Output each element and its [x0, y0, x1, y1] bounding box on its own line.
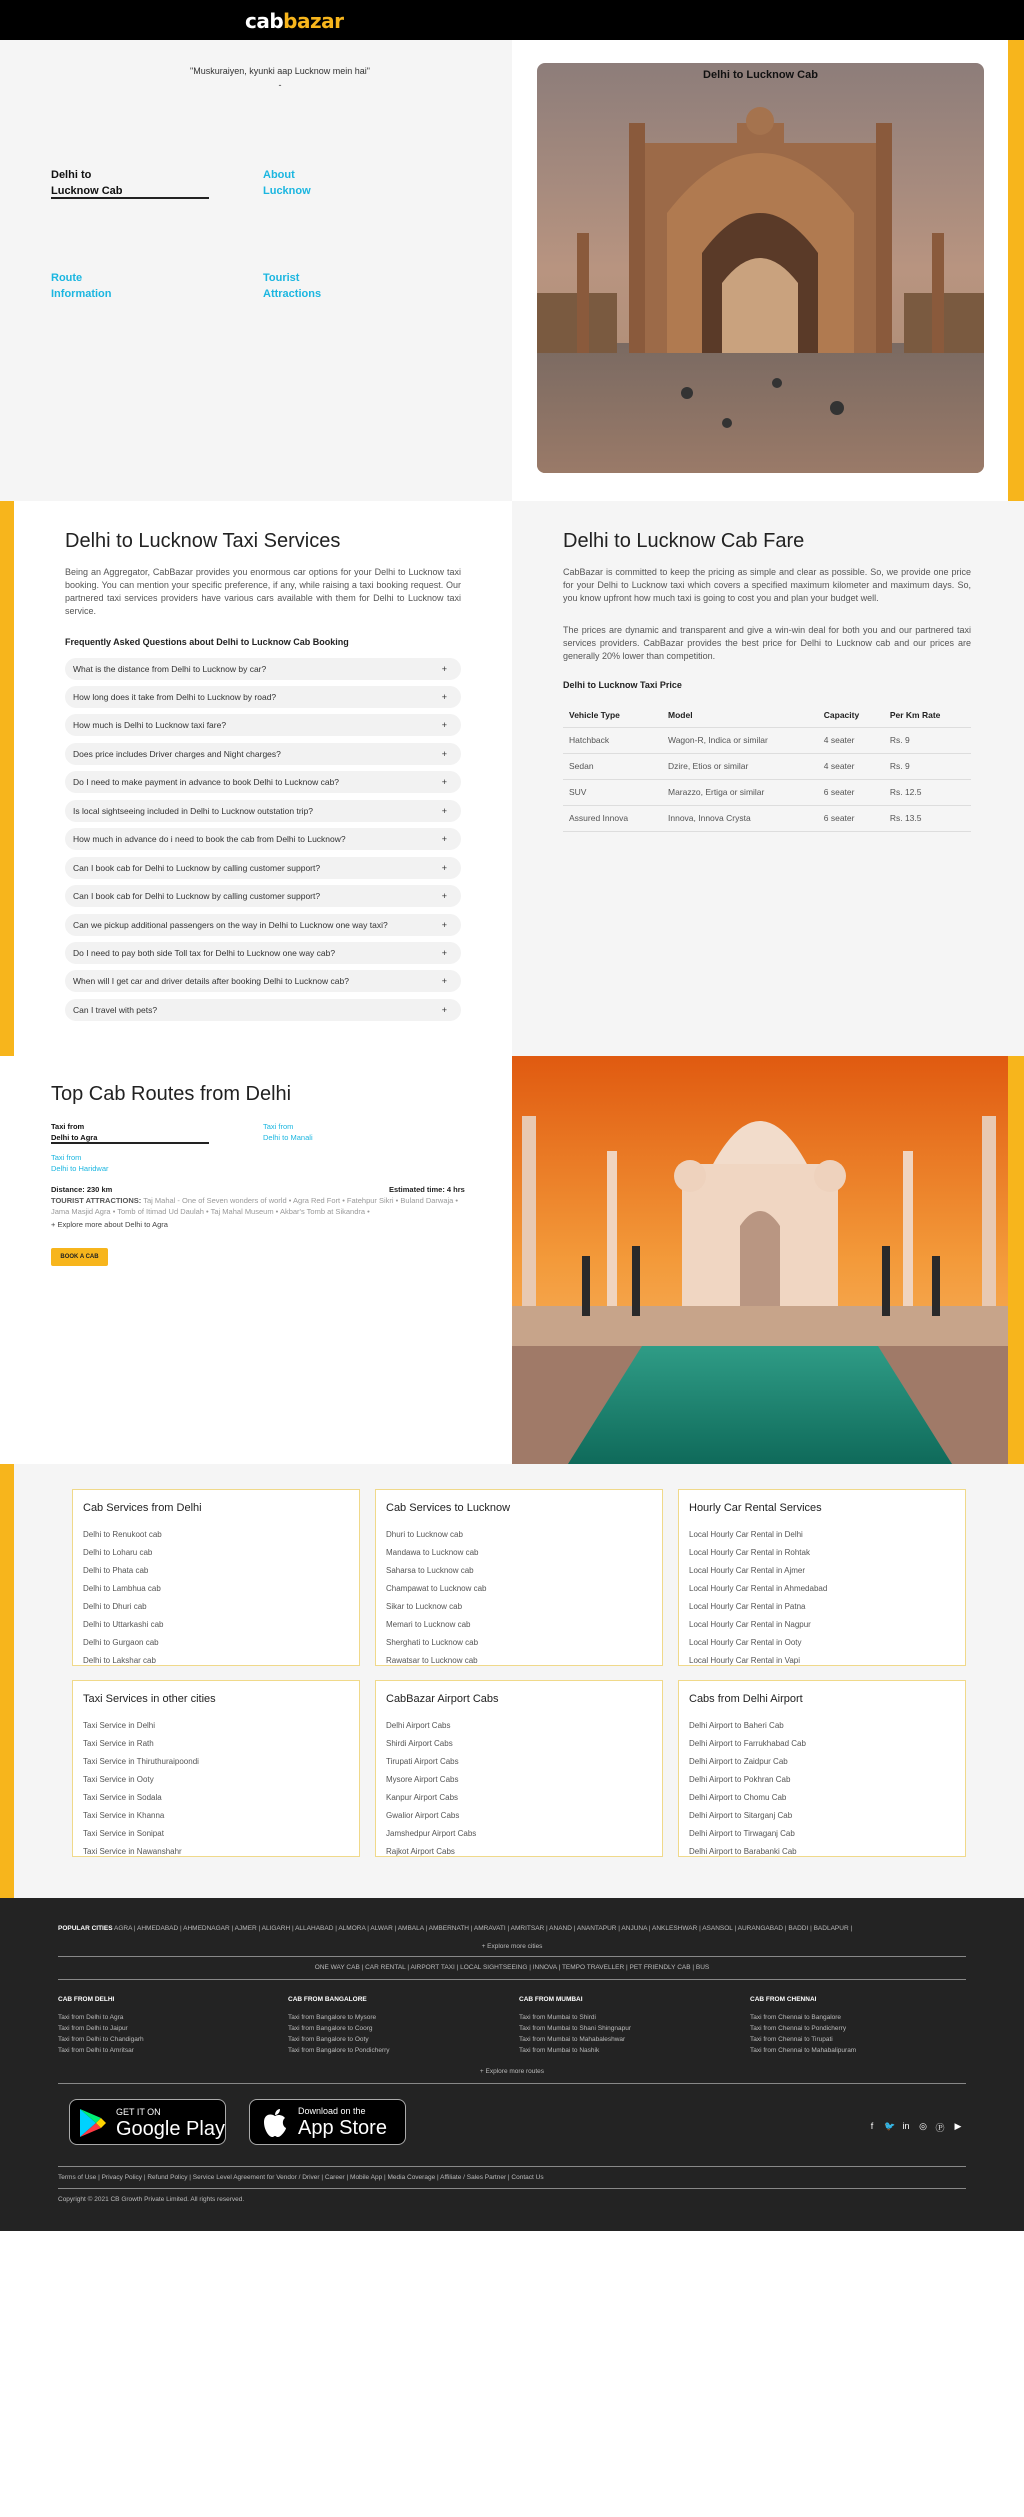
card-link[interactable]: Mandawa to Lucknow cab — [386, 1548, 479, 1557]
faq-question: Does price includes Driver charges and Night charges? — [73, 749, 281, 759]
column-header: Capacity — [818, 703, 884, 727]
fare-table-title: Delhi to Lucknow Taxi Price — [563, 680, 682, 690]
logo-text-part2: bazar — [283, 9, 344, 33]
card-link[interactable]: Taxi Service in Ooty — [83, 1775, 154, 1784]
fare-paragraph-1: CabBazar is committed to keep the pricing as simple and clear as possible. So, we provide one price for your Delhi to Lucknow taxi which covers a specified maximum kilometer and maximum days. So, you know upfront how much taxi is going to cost you and plan your budget well. — [563, 567, 971, 603]
table-row — [563, 727, 971, 753]
card-link[interactable]: Rawatsar to Lucknow cab — [386, 1656, 478, 1665]
plus-icon: + — [441, 891, 447, 901]
tab-tourist-attractions[interactable] — [263, 270, 321, 302]
card-link[interactable]: Delhi Airport to Sitarganj Cab — [689, 1811, 793, 1820]
fare-paragraph-2: The prices are dynamic and transparent and give a win-win deal for both you and our partnered taxi services providers. CabBazar provides the best price for Delhi to Lucknow cab and our prices are generally 20% lower than competition. — [563, 625, 971, 661]
card-link[interactable]: Delhi Airport to Farrukhabad Cab — [689, 1739, 806, 1748]
services-links[interactable]: ONE WAY CAB | CAR RENTAL | AIRPORT TAXI | LOCAL SIGHTSEEING | INNOVA | TEMPO TRAVELLER | PET FRIENDLY CAB | BUS — [314, 1964, 710, 1971]
route-tab-delhi-agra[interactable] — [51, 1121, 97, 1143]
active-route-underline — [51, 1142, 209, 1144]
card-title: Taxi Services in other cities — [83, 1693, 216, 1705]
column-header: Model — [662, 703, 818, 727]
column-header: Per Km Rate — [884, 703, 971, 727]
footer-divider — [58, 1979, 966, 1980]
route-distance: Distance: 230 km — [51, 1185, 113, 1194]
table-cell: 4 seater — [818, 727, 884, 753]
quote-author: - — [278, 80, 282, 90]
plus-icon: + — [441, 834, 447, 844]
faq-question: Do I need to pay both side Toll tax for Delhi to Lucknow one way cab? — [73, 948, 336, 958]
card-title: Cab Services to Lucknow — [386, 1502, 511, 1514]
table-cell: Innova, Innova Crysta — [662, 805, 818, 831]
table-cell: SUV — [563, 779, 662, 805]
plus-icon: + — [441, 1005, 447, 1015]
faq-item[interactable] — [65, 885, 461, 907]
card-link[interactable]: Delhi to Dhuri cab — [83, 1602, 147, 1611]
card-link[interactable]: Delhi to Renukoot cab — [83, 1530, 162, 1539]
footer-link[interactable]: Taxi from Chennai to Pondicherry — [750, 2025, 847, 2032]
card-link[interactable]: Local Hourly Car Rental in Ooty — [689, 1638, 802, 1647]
google-play-small-text: GET IT ON — [116, 2107, 161, 2117]
card-link[interactable]: Rajkot Airport Cabs — [386, 1847, 455, 1856]
plus-icon: + — [441, 920, 447, 930]
plus-icon: + — [441, 749, 447, 759]
card-link[interactable]: Delhi Airport to Chomu Cab — [689, 1793, 787, 1802]
card-link[interactable]: Kanpur Airport Cabs — [386, 1793, 459, 1802]
tab-label-line1: Route — [51, 272, 83, 284]
table-row — [563, 753, 971, 779]
footer-column-links — [519, 2012, 631, 2056]
faq-item[interactable] — [65, 743, 461, 765]
card-link[interactable]: Taxi Service in Nawanshahr — [83, 1847, 182, 1856]
app-store-small-text: Download on the — [298, 2106, 366, 2116]
footer-column-links — [750, 2012, 856, 2056]
table-cell: Wagon-R, Indica or similar — [662, 727, 818, 753]
google-play-big-text: Google Play — [116, 2118, 225, 2140]
accent-bar-left — [0, 501, 14, 1056]
card-title: Cab Services from Delhi — [83, 1502, 202, 1514]
youtube-icon[interactable]: ▶ — [954, 2121, 962, 2131]
faq-question: Can we pickup additional passengers on the way in Delhi to Lucknow one way taxi? — [73, 920, 388, 930]
table-row — [563, 779, 971, 805]
tab-label-line1: Delhi to — [51, 169, 92, 181]
card-link[interactable]: Delhi to Lakshar cab — [83, 1656, 156, 1665]
card-link[interactable]: Sikar to Lucknow cab — [386, 1602, 463, 1611]
footer-divider — [58, 2188, 966, 2189]
tab-label-line2: Lucknow Cab — [51, 185, 123, 197]
card-link[interactable]: Delhi to Lambhua cab — [83, 1584, 161, 1593]
column-header: Vehicle Type — [563, 703, 662, 727]
card-link[interactable]: Champawat to Lucknow cab — [386, 1584, 487, 1593]
active-tab-underline — [51, 197, 209, 199]
footer-link[interactable]: Taxi from Delhi to Chandigarh — [58, 2036, 144, 2043]
card-link[interactable]: Delhi to Gurgaon cab — [83, 1638, 159, 1647]
linkedin-icon[interactable]: in — [902, 2121, 910, 2131]
faq-item[interactable] — [65, 914, 461, 936]
route-tab-line1: Taxi from — [51, 1122, 85, 1131]
attractions-list-cont: Jama Masjid Agra • Tomb of Itimad Ud Daulah • Taj Mahal Museum • Akbar's Tomb at Sikandra • — [51, 1207, 370, 1216]
plus-icon: + — [441, 664, 447, 674]
lucknow-quote — [150, 64, 410, 92]
google-play-badge[interactable] — [69, 2099, 226, 2145]
card-link[interactable]: Taxi Service in Rath — [83, 1739, 154, 1748]
card-title: Cabs from Delhi Airport — [689, 1693, 803, 1705]
popular-cities-label: POPULAR CITIES — [58, 1925, 113, 1932]
route-tab-delhi-haridwar[interactable] — [51, 1152, 109, 1174]
tab-about-lucknow[interactable] — [263, 167, 311, 199]
card-link[interactable]: Taxi Service in Delhi — [83, 1721, 156, 1730]
footer-column-links — [288, 2012, 390, 2056]
faq-item[interactable] — [65, 686, 461, 708]
book-a-cab-button[interactable]: BOOK A CAB — [51, 1248, 108, 1266]
top-navbar — [0, 0, 1024, 40]
faq-item[interactable] — [65, 771, 461, 793]
link-card-taxi-services-other-cities — [72, 1680, 360, 1857]
app-store-badge[interactable] — [249, 2099, 406, 2145]
tab-label-line1: About — [263, 169, 295, 181]
footer-link[interactable]: Taxi from Bangalore to Mysore — [288, 2014, 377, 2021]
card-link[interactable]: Jamshedpur Airport Cabs — [386, 1829, 477, 1838]
footer-link[interactable]: Taxi from Mumbai to Shirdi — [519, 2014, 596, 2021]
card-link[interactable]: Sherghati to Lucknow cab — [386, 1638, 479, 1647]
table-cell: Rs. 9 — [884, 727, 971, 753]
card-link[interactable]: Taxi Service in Sodala — [83, 1793, 162, 1802]
link-card-cabs-from-delhi-airport — [678, 1680, 966, 1857]
popular-cities-list[interactable]: AGRA | AHMEDABAD | AHMEDNAGAR | AJMER | ALIGARH | ALLAHABAD | ALMORA | ALWAR | AMBALA | AMBERNATH | AMRAVATI | AMRITSAR | ANAND | ANANTAPUR | ANJUNA | ANKLESHWAR | ASANSOL | AURANGABAD | BADDI | BADLAPUR | — [114, 1925, 853, 1932]
plus-icon: + — [441, 720, 447, 730]
faq-question: How much in advance do i need to book the cab from Delhi to Lucknow? — [73, 834, 346, 844]
footer-column-title: CAB FROM MUMBAI — [519, 1996, 583, 2003]
plus-icon: + — [441, 976, 447, 986]
taj-mahal-image — [512, 1056, 1008, 1464]
card-link[interactable]: Delhi Airport to Barabanki Cab — [689, 1847, 797, 1856]
table-cell: 6 seater — [818, 805, 884, 831]
routes-heading: Top Cab Routes from Delhi — [51, 1083, 292, 1105]
explore-cities-link[interactable]: + Explore more cities — [481, 1943, 543, 1950]
card-link[interactable]: Taxi Service in Sonipat — [83, 1829, 164, 1838]
card-link[interactable]: Taxi Service in Thiruthuraipoondi — [83, 1757, 199, 1766]
table-cell: Sedan — [563, 753, 662, 779]
card-link[interactable]: Delhi to Phata cab — [83, 1566, 149, 1575]
route-tab-line2: Delhi to Manali — [263, 1133, 313, 1142]
card-link[interactable]: Delhi Airport to Tirwaganj Cab — [689, 1829, 795, 1838]
table-cell: Hatchback — [563, 727, 662, 753]
copyright-text: Copyright © 2021 CB Growth Private Limited. All rights reserved. — [58, 2196, 245, 2203]
faq-question: Is local sightseeing included in Delhi to Lucknow outstation trip? — [73, 806, 314, 816]
faq-question: How long does it take from Delhi to Lucknow by road? — [73, 692, 277, 702]
tab-delhi-to-lucknow-cab[interactable] — [51, 167, 123, 199]
footer-link[interactable]: Taxi from Mumbai to Mahabaleshwar — [519, 2036, 626, 2043]
faq-item[interactable] — [65, 714, 461, 736]
footer-link[interactable]: Taxi from Delhi to Jaipur — [58, 2025, 128, 2032]
explore-route-link[interactable]: + Explore more about Delhi to Agra — [51, 1220, 168, 1229]
footer-column-title: CAB FROM CHENNAI — [750, 1996, 817, 2003]
faq-question: Can I travel with pets? — [73, 1005, 158, 1015]
route-estimated-time: Estimated time: 4 hrs — [389, 1185, 465, 1194]
attractions-list: Taj Mahal - One of Seven wonders of world • Agra Red Fort • Fatehpur Sikri • Buland Darwaja • — [143, 1196, 459, 1205]
faq-question: What is the distance from Delhi to Lucknow by car? — [73, 664, 267, 674]
footer-link[interactable]: Taxi from Chennai to Bangalore — [750, 2014, 842, 2021]
tab-label-line1: Tourist — [263, 272, 300, 284]
footer-link[interactable]: Taxi from Bangalore to Coorg — [288, 2025, 373, 2032]
logo-text-part1: cab — [245, 9, 284, 33]
link-card-airport-cabs — [375, 1680, 663, 1857]
pinterest-icon[interactable]: Ⓟ — [935, 2123, 945, 2133]
table-cell: Rs. 13.5 — [884, 805, 971, 831]
footer-link[interactable]: Taxi from Delhi to Amritsar — [58, 2047, 134, 2054]
footer-divider — [58, 1956, 966, 1957]
faq-heading: Frequently Asked Questions about Delhi to Lucknow Cab Booking — [65, 637, 349, 647]
legal-links[interactable]: Terms of Use | Privacy Policy | Refund Policy | Service Level Agreement for Vendor / Driver | Career | Mobile App | Media Coverage | Affiliate / Sales Partner | Contact Us — [58, 2174, 544, 2181]
card-link[interactable]: Local Hourly Car Rental in Nagpur — [689, 1620, 811, 1629]
link-card-cab-services-to-lucknow — [375, 1489, 663, 1666]
accent-bar-right — [1008, 40, 1024, 501]
faq-item[interactable] — [65, 658, 461, 680]
footer-link[interactable]: Taxi from Bangalore to Pondicherry — [288, 2047, 390, 2054]
footer-link[interactable]: Taxi from Delhi to Agra — [58, 2014, 124, 2021]
footer-link[interactable]: Taxi from Chennai to Tirupati — [750, 2036, 833, 2043]
faq-item[interactable] — [65, 970, 461, 992]
table-cell: 6 seater — [818, 779, 884, 805]
faq-item[interactable] — [65, 999, 461, 1021]
footer-link[interactable]: Taxi from Chennai to Mahabalipuram — [750, 2047, 857, 2054]
footer-link[interactable]: Taxi from Bangalore to Ooty — [288, 2036, 369, 2043]
faq-item[interactable] — [65, 828, 461, 850]
card-link[interactable]: Shirdi Airport Cabs — [386, 1739, 453, 1748]
card-link[interactable]: Local Hourly Car Rental in Patna — [689, 1602, 806, 1611]
card-link[interactable]: Mysore Airport Cabs — [386, 1775, 459, 1784]
plus-icon: + — [441, 948, 447, 958]
route-tab-delhi-manali[interactable] — [263, 1121, 313, 1143]
card-title: CabBazar Airport Cabs — [386, 1693, 499, 1705]
card-link[interactable]: Delhi to Uttarkashi cab — [83, 1620, 164, 1629]
twitter-icon[interactable]: 🐦 — [884, 2121, 896, 2131]
image-caption: Delhi to Lucknow Cab — [703, 69, 818, 81]
card-title: Hourly Car Rental Services — [689, 1502, 822, 1514]
services-description: Being an Aggregator, CabBazar provides you enormous car options for your Delhi to Lucknow taxi booking. You can mention your specific preference, if any, while raising a taxi booking request. Our partnered taxi services providers have various cars available with them for Delhi to Lucknow taxi service. — [65, 567, 461, 616]
fare-table-header — [563, 703, 971, 727]
tourist-attractions — [51, 1195, 471, 1217]
faq-item[interactable] — [65, 857, 461, 879]
card-link[interactable]: Local Hourly Car Rental in Delhi — [689, 1530, 803, 1539]
faq-question: Can I book cab for Delhi to Lucknow by calling customer support? — [73, 891, 321, 901]
cabbazar-logo[interactable] — [245, 9, 343, 33]
popular-cities — [58, 1924, 966, 1934]
card-link[interactable]: Dhuri to Lucknow cab — [386, 1530, 463, 1539]
explore-routes-link[interactable]: + Explore more routes — [479, 2068, 545, 2075]
card-link[interactable]: Local Hourly Car Rental in Rohtak — [689, 1548, 810, 1557]
faq-question: When will I get car and driver details after booking Delhi to Lucknow cab? — [73, 976, 349, 986]
route-tab-line2: Delhi to Haridwar — [51, 1164, 109, 1173]
table-cell: Rs. 12.5 — [884, 779, 971, 805]
card-link[interactable]: Saharsa to Lucknow cab — [386, 1566, 474, 1575]
plus-icon: + — [441, 777, 447, 787]
table-cell: Marazzo, Ertiga or similar — [662, 779, 818, 805]
instagram-icon[interactable]: ◎ — [919, 2121, 927, 2131]
tab-label-line2: Lucknow — [263, 185, 311, 197]
route-tab-line1: Taxi from — [51, 1153, 82, 1162]
card-link[interactable]: Local Hourly Car Rental in Ajmer — [689, 1566, 806, 1575]
accent-bar-left-links — [0, 1464, 14, 1898]
card-link[interactable]: Taxi Service in Khanna — [83, 1811, 165, 1820]
link-card-hourly-car-rental — [678, 1489, 966, 1666]
accent-bar-right-routes — [1008, 1056, 1024, 1464]
card-link[interactable]: Delhi Airport to Pokhran Cab — [689, 1775, 791, 1784]
card-link[interactable]: Delhi Airport to Zaidpur Cab — [689, 1757, 788, 1766]
faq-item[interactable] — [65, 942, 461, 964]
faq-item[interactable] — [65, 800, 461, 822]
tab-label-line2: Attractions — [263, 288, 322, 300]
footer-column-title: CAB FROM DELHI — [58, 1996, 115, 2003]
footer-link[interactable]: Taxi from Mumbai to Shani Shingnapur — [519, 2025, 632, 2032]
plus-icon: + — [441, 806, 447, 816]
app-store-big-text: App Store — [298, 2117, 387, 2139]
footer-column-links — [58, 2012, 144, 2056]
quote-text: "Muskuraiyen, kyunki aap Lucknow mein hai" — [190, 66, 370, 76]
route-tab-line1: Taxi from — [263, 1122, 294, 1131]
footer-divider — [58, 2166, 966, 2167]
plus-icon: + — [441, 692, 447, 702]
table-cell: Rs. 9 — [884, 753, 971, 779]
table-row — [563, 805, 971, 831]
tab-route-information[interactable] — [51, 270, 112, 302]
card-link[interactable]: Tirupati Airport Cabs — [386, 1757, 459, 1766]
plus-icon: + — [441, 863, 447, 873]
attractions-label: TOURIST ATTRACTIONS: — [51, 1196, 142, 1205]
card-link[interactable]: Gwalior Airport Cabs — [386, 1811, 460, 1820]
card-link[interactable]: Memari to Lucknow cab — [386, 1620, 471, 1629]
faq-question: Can I book cab for Delhi to Lucknow by calling customer support? — [73, 863, 321, 873]
footer-divider — [58, 2083, 966, 2084]
rumi-darwaza-image — [537, 63, 984, 473]
card-link[interactable]: Delhi to Loharu cab — [83, 1548, 153, 1557]
fare-table — [563, 703, 971, 832]
faq-question: How much is Delhi to Lucknow taxi fare? — [73, 720, 227, 730]
footer-column-title: CAB FROM BANGALORE — [288, 1996, 367, 2003]
table-cell: Assured Innova — [563, 805, 662, 831]
tab-label-line2: Information — [51, 288, 112, 300]
card-link[interactable]: Local Hourly Car Rental in Vapi — [689, 1656, 801, 1665]
card-link[interactable]: Delhi Airport Cabs — [386, 1721, 451, 1730]
link-card-cab-services-from-delhi — [72, 1489, 360, 1666]
table-cell: Dzire, Etios or similar — [662, 753, 818, 779]
table-cell: 4 seater — [818, 753, 884, 779]
facebook-icon[interactable]: f — [870, 2121, 874, 2131]
card-link[interactable]: Delhi Airport to Baheri Cab — [689, 1721, 784, 1730]
fare-heading: Delhi to Lucknow Cab Fare — [563, 530, 805, 552]
faq-question: Do I need to make payment in advance to book Delhi to Lucknow cab? — [73, 777, 340, 787]
card-link[interactable]: Local Hourly Car Rental in Ahmedabad — [689, 1584, 828, 1593]
services-heading: Delhi to Lucknow Taxi Services — [65, 530, 341, 552]
apple-icon — [262, 2108, 288, 2138]
footer-link[interactable]: Taxi from Mumbai to Nashik — [519, 2047, 600, 2054]
google-play-icon — [80, 2109, 106, 2137]
route-tab-line2: Delhi to Agra — [51, 1133, 98, 1142]
